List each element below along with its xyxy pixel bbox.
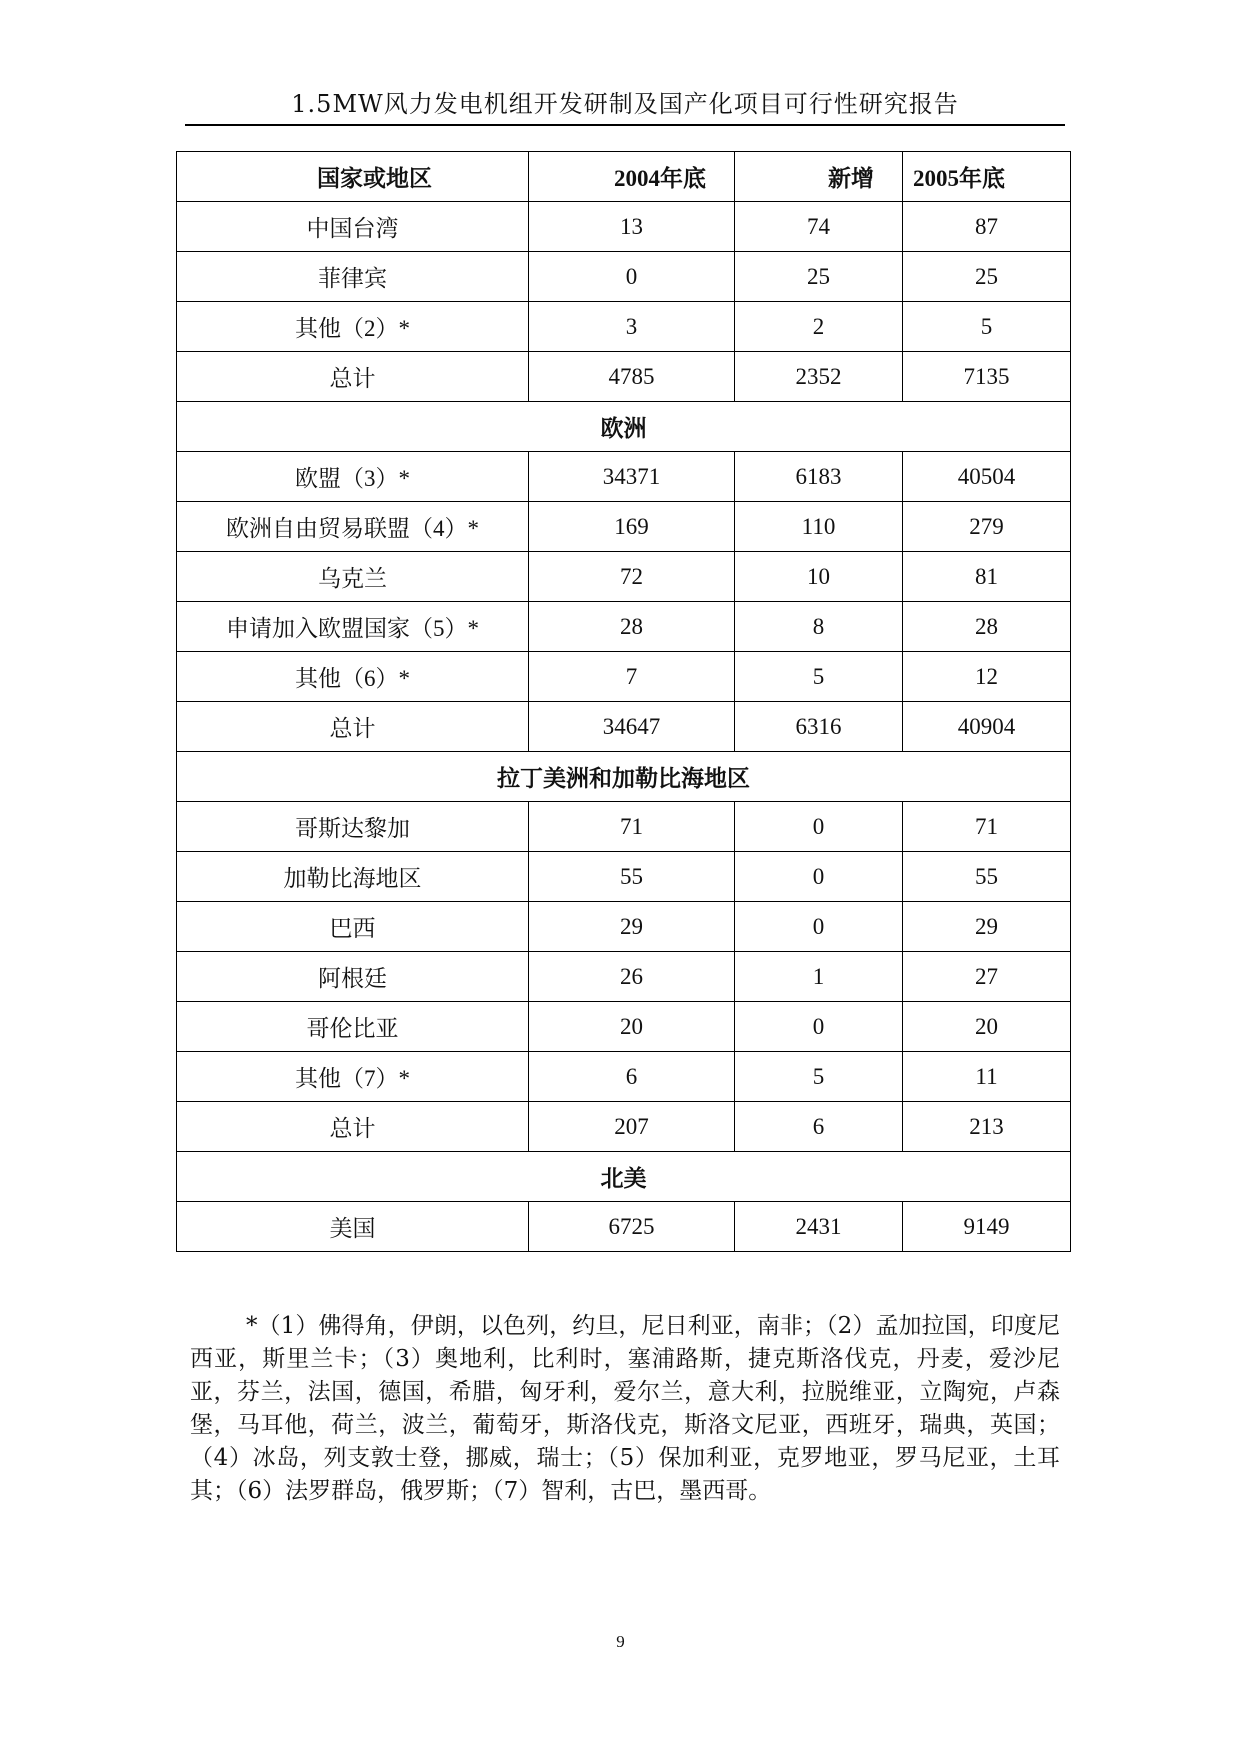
cell-region: 加勒比海地区 [177,852,529,902]
column-header-2004: 2004年底 [529,152,735,202]
cell-region: 总计 [177,1102,529,1152]
table-row [177,652,1071,702]
section-label: 拉丁美洲和加勒比海地区 [177,752,1071,802]
cell-2004: 6725 [529,1202,735,1252]
cell-new: 10 [735,552,903,602]
cell-2005: 27 [903,952,1071,1002]
section-row [177,402,1071,452]
cell-region: 欧盟（3）* [177,452,529,502]
column-header-new: 新增 [735,152,903,202]
cell-2004: 13 [529,202,735,252]
table-body [177,202,1071,1252]
cell-region: 其他（7）* [177,1052,529,1102]
cell-2004: 0 [529,252,735,302]
section-row [177,1152,1071,1202]
cell-region: 哥斯达黎加 [177,802,529,852]
cell-2004: 20 [529,1002,735,1052]
cell-2004: 29 [529,902,735,952]
cell-2005: 12 [903,652,1071,702]
cell-2004: 55 [529,852,735,902]
table-row [177,202,1071,252]
section-label: 欧洲 [177,402,1071,452]
cell-2005: 213 [903,1102,1071,1152]
cell-new: 25 [735,252,903,302]
cell-new: 0 [735,902,903,952]
cell-new: 6183 [735,452,903,502]
cell-2004: 28 [529,602,735,652]
cell-region: 申请加入欧盟国家（5）* [177,602,529,652]
cell-2005: 55 [903,852,1071,902]
page-header-title: 1.5MW风力发电机组开发研制及国产化项目可行性研究报告 [291,90,959,118]
table-row [177,302,1071,352]
cell-2005: 87 [903,202,1071,252]
cell-new: 6 [735,1102,903,1152]
column-header-2005: 2005年底 [903,152,1071,202]
cell-2004: 72 [529,552,735,602]
cell-region: 总计 [177,352,529,402]
cell-new: 2352 [735,352,903,402]
table-row [177,1002,1071,1052]
cell-region: 总计 [177,702,529,752]
table-row [177,1202,1071,1252]
table-row [177,852,1071,902]
cell-2004: 71 [529,802,735,852]
section-row [177,752,1071,802]
column-header-region: 国家或地区 [177,152,529,202]
table-row [177,252,1071,302]
cell-2004: 6 [529,1052,735,1102]
cell-2005: 25 [903,252,1071,302]
cell-2004: 169 [529,502,735,552]
cell-region: 欧洲自由贸易联盟（4）* [177,502,529,552]
cell-2005: 28 [903,602,1071,652]
cell-region: 美国 [177,1202,529,1252]
cell-2005: 40904 [903,702,1071,752]
cell-new: 1 [735,952,903,1002]
cell-region: 阿根廷 [177,952,529,1002]
table-header-row [177,152,1071,202]
cell-2004: 7 [529,652,735,702]
cell-2005: 20 [903,1002,1071,1052]
table-row [177,552,1071,602]
cell-2004: 207 [529,1102,735,1152]
table-row [177,902,1071,952]
table-row [177,502,1071,552]
cell-new: 5 [735,1052,903,1102]
cell-2005: 9149 [903,1202,1071,1252]
table-row [177,1052,1071,1102]
table-row [177,452,1071,502]
table-row [177,352,1071,402]
cell-region: 其他（2）* [177,302,529,352]
header-rule [185,124,1065,126]
cell-new: 74 [735,202,903,252]
wind-capacity-table [176,151,1071,1252]
cell-2004: 34371 [529,452,735,502]
cell-2004: 4785 [529,352,735,402]
cell-region: 乌克兰 [177,552,529,602]
table-row [177,802,1071,852]
cell-region: 巴西 [177,902,529,952]
cell-2005: 71 [903,802,1071,852]
cell-2005: 7135 [903,352,1071,402]
cell-2005: 5 [903,302,1071,352]
cell-2005: 40504 [903,452,1071,502]
cell-2004: 3 [529,302,735,352]
table-row [177,952,1071,1002]
cell-2005: 81 [903,552,1071,602]
cell-2005: 279 [903,502,1071,552]
cell-new: 0 [735,852,903,902]
cell-new: 0 [735,1002,903,1052]
footnote-text: *（1）佛得角，伊朗，以色列，约旦，尼日利亚，南非；（2）孟加拉国，印度尼西亚，斯里兰卡；（3）奥地利，比利时，塞浦路斯，捷克斯洛伐克，丹麦，爱沙尼亚，芬兰，法国，德国，希腊，匈牙利，爱尔兰，意大利，拉脱维亚，立陶宛，卢森堡，马耳他，荷兰，波兰，葡萄牙，斯洛伐克，斯洛文尼亚，西班牙，瑞典，英国；（4）冰岛，列支敦士登，挪威，瑞士；（5）保加利亚，克罗地亚，罗马尼亚，土耳其；（6）法罗群岛，俄罗斯；（7）智利，古巴，墨西哥。 [190,1313,1060,1504]
cell-new: 5 [735,652,903,702]
cell-new: 110 [735,502,903,552]
cell-region: 其他（6）* [177,652,529,702]
table-row [177,702,1071,752]
cell-new: 6316 [735,702,903,752]
cell-new: 2431 [735,1202,903,1252]
cell-new: 8 [735,602,903,652]
section-label: 北美 [177,1152,1071,1202]
cell-region: 中国台湾 [177,202,529,252]
cell-2004: 26 [529,952,735,1002]
cell-region: 哥伦比亚 [177,1002,529,1052]
footnote [190,1310,1060,1508]
cell-region: 菲律宾 [177,252,529,302]
cell-new: 2 [735,302,903,352]
cell-new: 0 [735,802,903,852]
page-number: 9 [616,1632,625,1651]
table-row [177,602,1071,652]
cell-2005: 29 [903,902,1071,952]
cell-2004: 34647 [529,702,735,752]
table-row [177,1102,1071,1152]
cell-2005: 11 [903,1052,1071,1102]
